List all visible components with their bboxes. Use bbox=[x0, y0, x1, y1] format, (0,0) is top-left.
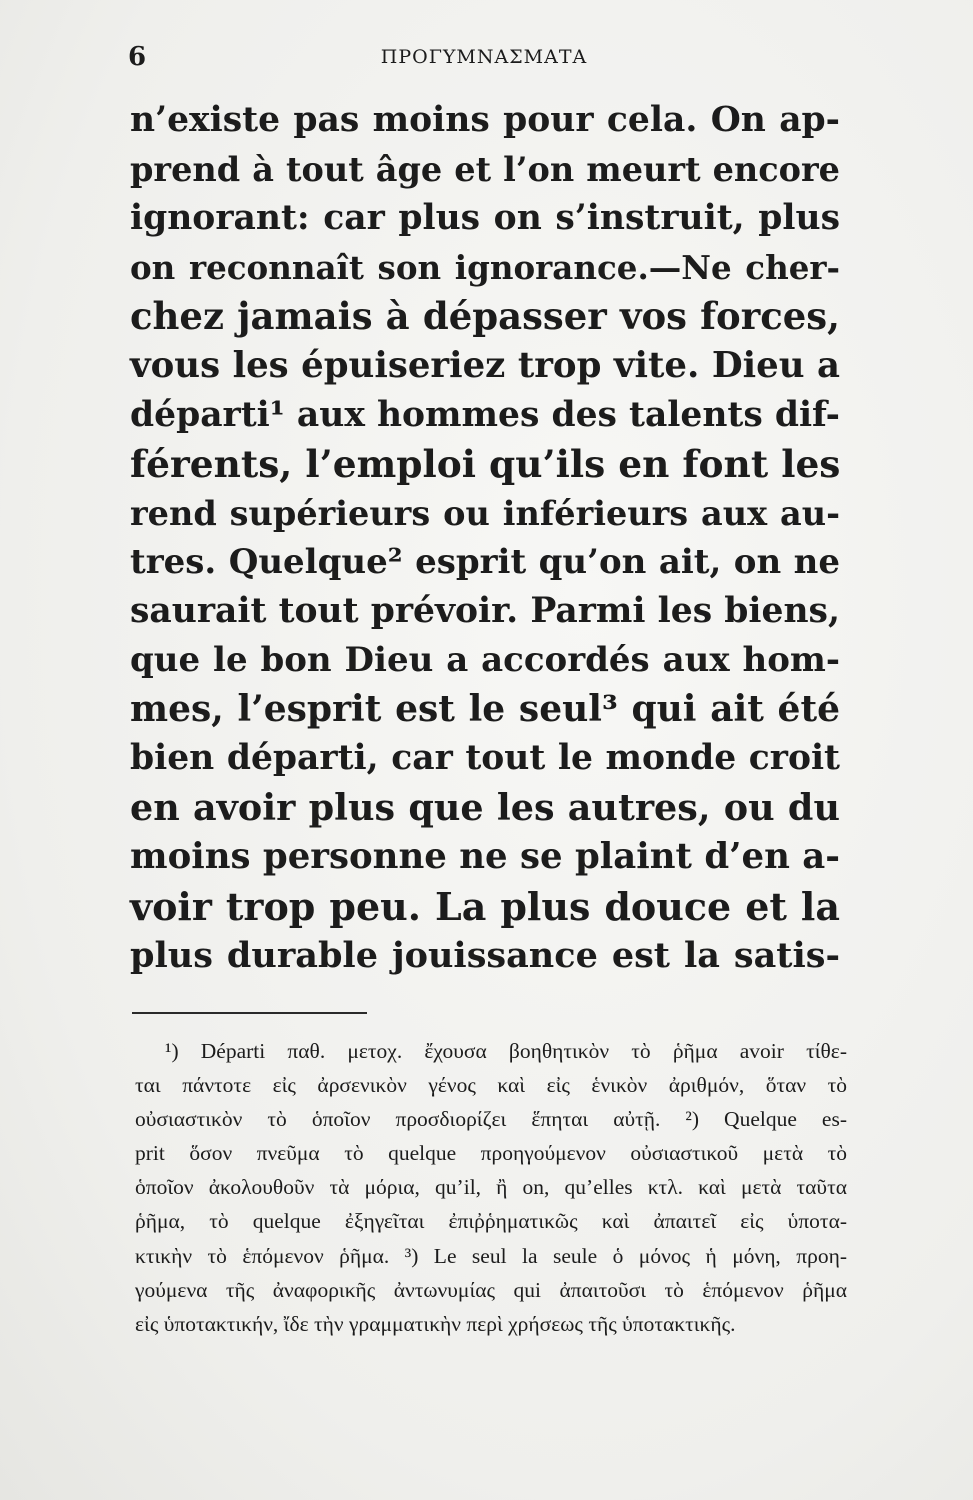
footnote-line: ¹) Départi παθ. μετοχ. ἔχουσα βοηθητικὸν τὸ ῥῆμα avoir τίθε- bbox=[165, 1039, 847, 1063]
text-line: voir trop peu. La plus douce et la bbox=[130, 883, 840, 929]
running-title: ΠΡΟΓΥΜΝΑΣΜΑΤΑ bbox=[380, 46, 588, 68]
footnote-line: prit ὅσον πνεῦμα τὸ quelque προηγούμενον οὐσιαστικοῦ μετὰ τὸ bbox=[135, 1141, 847, 1166]
text-line: on reconnaît son ignorance.—Ne cher- bbox=[130, 248, 840, 288]
text-line: plus durable jouissance est la satis- bbox=[130, 934, 840, 976]
footnote-line: κτικὴν τὸ ἑπόμενον ῥῆμα. ³) Le seul la seule ὁ μόνος ἡ μόνη, προη- bbox=[135, 1243, 847, 1268]
text-line: mes, l’esprit est le seul³ qui ait été bbox=[130, 688, 840, 731]
text-line: saurait tout prévoir. Parmi les biens, bbox=[130, 590, 840, 631]
text-line: prend à tout âge et l’on meurt encore bbox=[130, 150, 840, 190]
text-line: en avoir plus que les autres, ou du bbox=[130, 786, 840, 830]
text-line: départi¹ aux hommes des talents dif- bbox=[130, 394, 840, 435]
text-line: ignorant: car plus on s’instruit, plus bbox=[130, 198, 840, 239]
text-line: tres. Quelque² esprit qu’on ait, on ne bbox=[130, 541, 840, 582]
text-line: rend supérieurs ou inférieurs aux au- bbox=[130, 493, 840, 533]
page-number: 6 bbox=[128, 42, 147, 72]
footnote-line: ται πάντοτε εἰς ἀρσενικὸν γένος καὶ εἰς ἑνικὸν ἀριθμόν, ὅταν τὸ bbox=[135, 1073, 847, 1098]
footnote-divider bbox=[132, 1012, 367, 1014]
text-line: moins personne ne se plaint d’en a- bbox=[130, 836, 840, 878]
text-line: que le bon Dieu a accordés aux hom- bbox=[130, 640, 840, 681]
text-line: férents, l’emploi qu’ils en font les bbox=[130, 441, 841, 486]
text-line: vous les épuiseriez trop vite. Dieu a bbox=[130, 345, 840, 387]
footnote-line: εἰς ὑποτακτικήν, ἴδε τὴν γραμματικὴν περὶ χρήσεως τῆς ὑποτακτικῆς. bbox=[135, 1311, 736, 1336]
footnote-line: γούμενα τῆς ἀναφορικῆς ἀντωνυμίας qui ἀπαιτοῦσι τὸ ἑπόμενον ῥῆμα bbox=[135, 1277, 847, 1302]
footnote-line: ὁποῖον ἀκολουθοῦν τὰ μόρια, qu’il, ἢ on, qu’elles κτλ. καὶ μετὰ ταῦτα bbox=[135, 1175, 847, 1200]
footnote-line: οὐσιαστικὸν τὸ ὁποῖον προσδιορίζει ἕπηται αὐτῇ. ²) Quelque es- bbox=[135, 1107, 847, 1132]
text-line: n’existe pas moins pour cela. On ap- bbox=[130, 100, 840, 140]
text-line: bien départi, car tout le monde croit bbox=[130, 738, 840, 779]
footnotes-block bbox=[135, 1034, 847, 1341]
page-header bbox=[128, 42, 840, 74]
main-text-block bbox=[130, 96, 840, 980]
footnote-line: ῥῆμα, τὸ quelque ἐξηγεῖται ἐπιῤῥηματικῶς καὶ ἀπαιτεῖ εἰς ὑποτα- bbox=[135, 1209, 847, 1234]
text-line: chez jamais à dépasser vos forces, bbox=[130, 294, 840, 339]
